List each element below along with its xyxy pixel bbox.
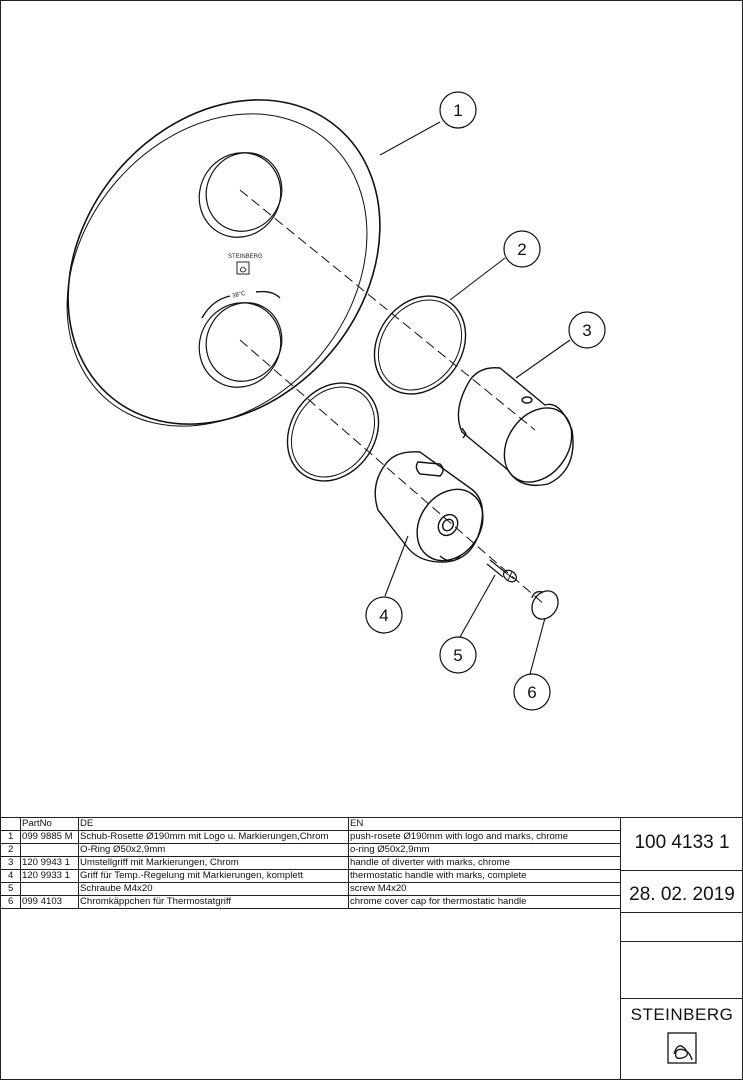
cell-en: thermostatic handle with marks, complete	[350, 870, 527, 881]
table-row	[0, 830, 620, 843]
document-date: 28. 02. 2019	[629, 884, 735, 905]
center-lines	[240, 190, 545, 605]
cell-en: handle of diverter with marks, chrome	[350, 857, 510, 868]
header-part-no: PartNo	[22, 818, 52, 829]
brand-logo-icon	[668, 1033, 696, 1063]
callout-3: 3	[582, 321, 592, 340]
title-block-divider	[620, 817, 621, 1080]
cell-de: Schraube M4x20	[80, 883, 153, 894]
cell-de: Griff für Temp.-Regelung mit Markierungen, komplett	[80, 870, 304, 881]
table-row	[0, 843, 620, 856]
thermostatic-handle	[375, 452, 496, 574]
cell-pos: 1	[8, 831, 14, 842]
title-line-4	[620, 998, 743, 999]
header-de: DE	[80, 818, 94, 829]
cell-part-no: 120 9943 1	[22, 857, 71, 868]
table-line-row6	[0, 908, 620, 909]
cell-part-no: 099 4103	[22, 896, 63, 907]
cell-pos: 5	[8, 883, 14, 894]
cell-pos: 4	[8, 870, 14, 881]
cell-en: chrome cover cap for thermostatic handle	[350, 896, 527, 907]
cell-pos: 6	[8, 896, 14, 907]
cell-de: Schub-Rosette Ø190mm mit Logo u. Markierungen,Chrom	[80, 831, 329, 842]
diverter-handle	[458, 368, 585, 495]
table-row	[0, 882, 620, 895]
cell-de: Chromkäppchen für Thermostatgriff	[80, 896, 232, 907]
o-rings	[269, 278, 484, 498]
callout-2: 2	[517, 240, 527, 259]
callout-circles	[366, 92, 605, 710]
callout-4: 4	[379, 606, 389, 625]
callout-numbers	[379, 101, 591, 702]
brand-name: STEINBERG	[630, 1005, 734, 1024]
cell-de: O-Ring Ø50x2,9mm	[80, 844, 166, 855]
document-number: 100 4133 1	[634, 832, 730, 853]
title-line-3	[620, 941, 743, 942]
rosette-logo-text: STEINBERG	[228, 254, 263, 260]
cell-pos: 3	[8, 857, 14, 868]
cell-pos: 2	[8, 844, 14, 855]
header-en: EN	[350, 818, 364, 829]
title-line-2	[620, 912, 743, 913]
table-row	[0, 856, 620, 869]
title-line-1	[620, 870, 743, 871]
table-row	[0, 895, 620, 908]
table-header-row	[0, 817, 620, 830]
cell-en: push-rosete Ø190mm with logo and marks, chrome	[350, 831, 569, 842]
cell-part-no: 120 9933 1	[22, 870, 71, 881]
rosette-temp-text: 38°C	[231, 290, 247, 300]
table-row	[0, 869, 620, 882]
cell-en: screw M4x20	[350, 883, 407, 894]
cell-part-no: 099 9885 M	[22, 831, 73, 842]
cell-en: o-ring Ø50x2,9mm	[350, 844, 430, 855]
callout-1: 1	[453, 101, 463, 120]
callout-5: 5	[453, 646, 463, 665]
cell-de: Umstellgriff mit Markierungen, Chrom	[80, 857, 239, 868]
callout-6: 6	[527, 683, 537, 702]
